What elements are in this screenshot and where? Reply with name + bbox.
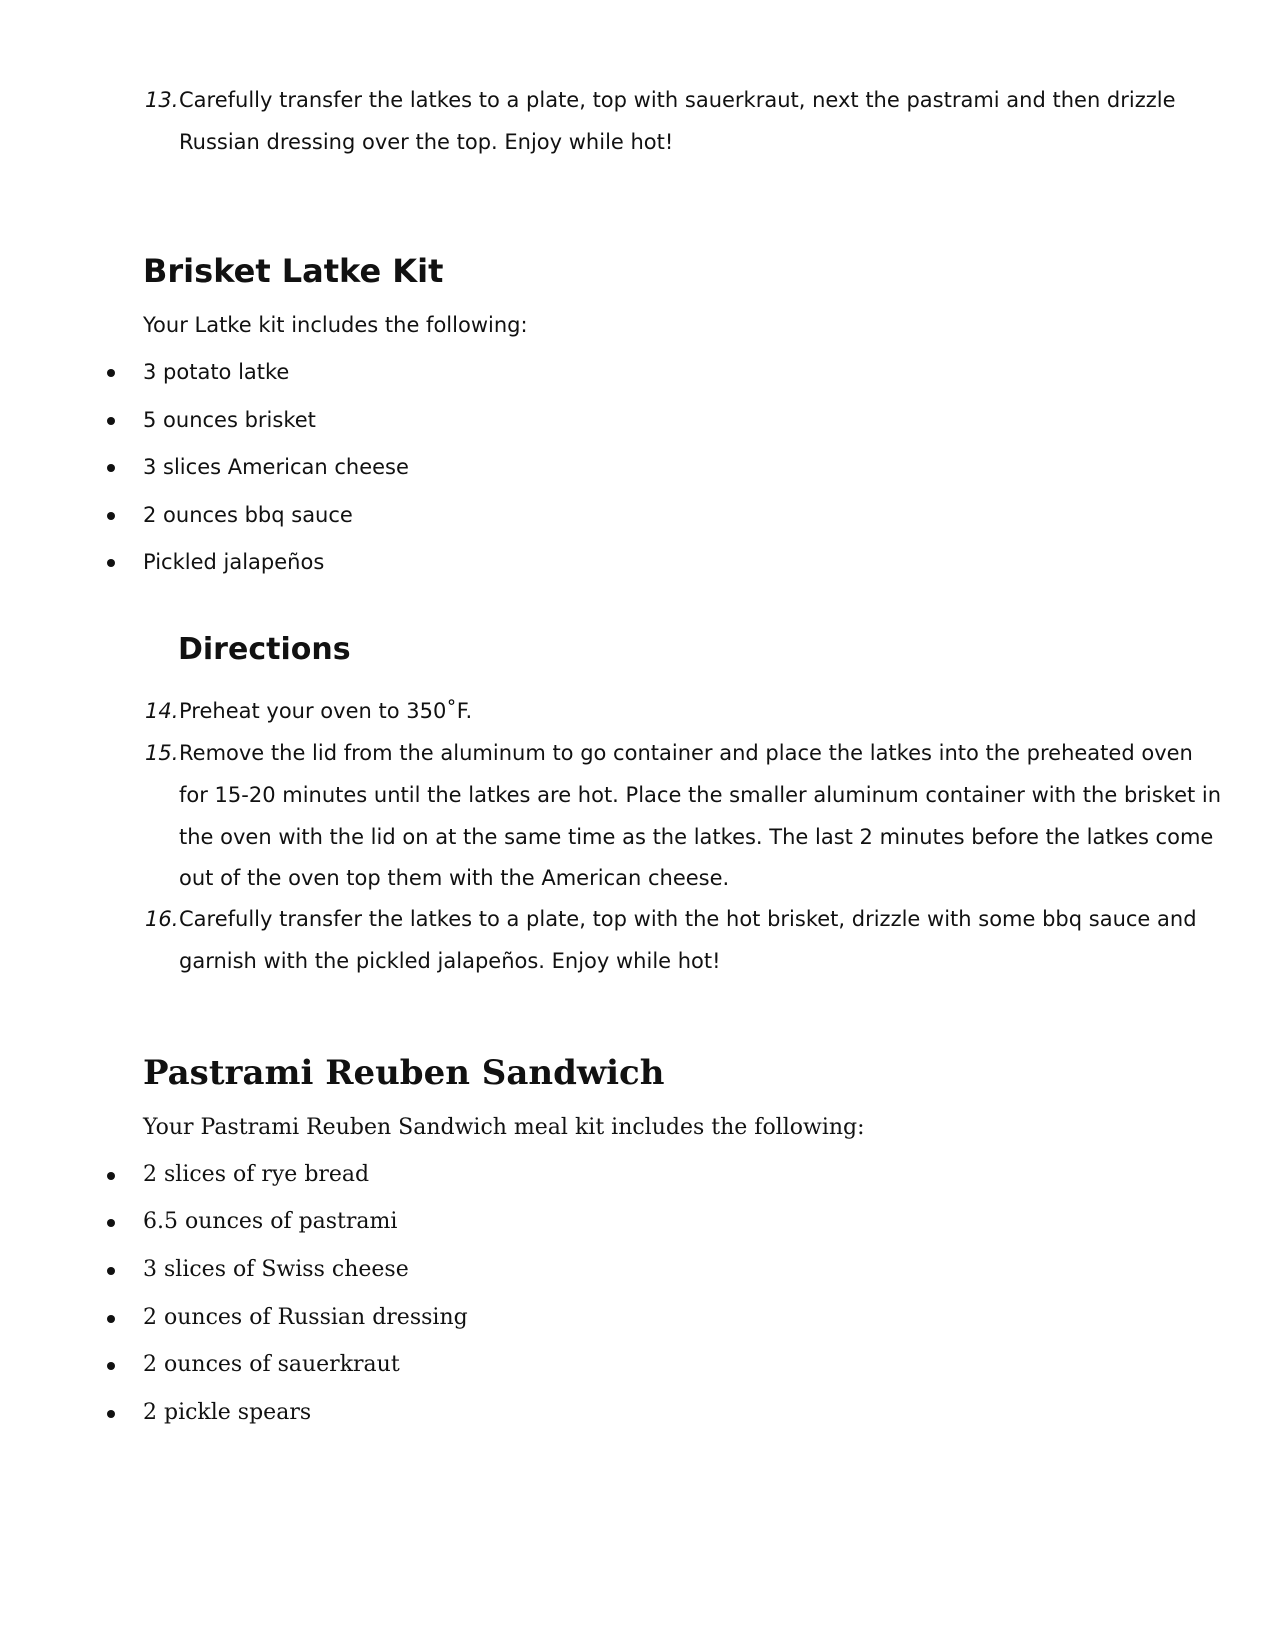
list-item: 6.5 ounces of pastrami <box>143 1209 398 1234</box>
step-number: 16. <box>145 907 179 931</box>
section-intro: Your Pastrami Reuben Sandwich meal kit includes the following: <box>143 1115 865 1140</box>
step-text-line: out of the oven top them with the American cheese. <box>179 866 730 890</box>
step-text-line: Remove the lid from the aluminum to go container and place the latkes into the preheated oven <box>179 741 1193 765</box>
bullet-icon <box>107 369 115 377</box>
step-number: 15. <box>145 741 179 765</box>
step-text-line: Carefully transfer the latkes to a plate, top with the hot brisket, drizzle with some bbq sauce and <box>179 907 1197 931</box>
step-text-line: Russian dressing over the top. Enjoy while hot! <box>179 130 674 154</box>
bullet-icon <box>107 1267 115 1275</box>
bullet-icon <box>107 464 115 472</box>
bullet-icon <box>107 1362 115 1370</box>
bullet-icon <box>107 512 115 520</box>
list-item: 3 slices American cheese <box>143 455 409 479</box>
step-text-line: garnish with the pickled jalapeños. Enjoy while hot! <box>179 949 721 973</box>
list-item: 2 pickle spears <box>143 1400 312 1425</box>
list-item: 2 slices of rye bread <box>143 1162 370 1187</box>
list-item: 5 ounces brisket <box>143 408 316 432</box>
step-text-line: Preheat your oven to 350˚F. <box>179 699 473 723</box>
bullet-icon <box>107 417 115 425</box>
section-title-brisket: Brisket Latke Kit <box>143 252 444 290</box>
step-text-line: Carefully transfer the latkes to a plate, top with sauerkraut, next the pastrami and then drizzle <box>179 88 1176 112</box>
list-item: 2 ounces of sauerkraut <box>143 1352 400 1377</box>
bullet-icon <box>107 1219 115 1227</box>
step-text-line: for 15-20 minutes until the latkes are hot. Place the smaller aluminum container with the brisket in <box>179 783 1222 807</box>
list-item: 2 ounces of Russian dressing <box>143 1305 468 1330</box>
bullet-icon <box>107 1315 115 1323</box>
section-intro: Your Latke kit includes the following: <box>143 313 528 337</box>
directions-heading: Directions <box>178 632 351 667</box>
step-number: 14. <box>145 699 179 723</box>
list-item: 3 slices of Swiss cheese <box>143 1257 409 1282</box>
list-item: 3 potato latke <box>143 360 290 384</box>
step-number: 13. <box>145 88 179 112</box>
section-title-reuben: Pastrami Reuben Sandwich <box>143 1053 665 1093</box>
bullet-icon <box>107 559 115 567</box>
list-item: Pickled jalapeños <box>143 550 325 574</box>
bullet-icon <box>107 1410 115 1418</box>
bullet-icon <box>107 1172 115 1180</box>
step-text-line: the oven with the lid on at the same time as the latkes. The last 2 minutes before the latkes come <box>179 825 1214 849</box>
list-item: 2 ounces bbq sauce <box>143 503 353 527</box>
